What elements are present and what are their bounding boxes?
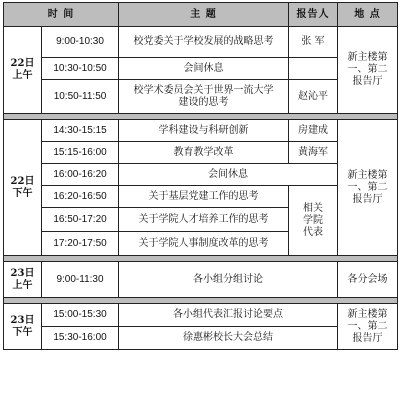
topic-cell: 教育教学改革 [119,142,289,164]
time-cell: 10:50-11:50 [42,80,119,114]
speaker-cell: 张 军 [289,27,338,58]
time-cell: 15:30-16:00 [42,327,119,350]
schedule-table [3,2,398,350]
time-cell: 17:20-17:50 [42,232,119,256]
speaker-line: 学院 [303,214,324,226]
topic-cell: 各小组代表汇报讨论要点 [119,304,338,327]
location-line: 一、第二 [347,181,388,193]
speaker-line: 代表 [303,226,324,238]
time-cell: 14:30-15:15 [42,120,119,142]
topic-cell: 学科建设与科研创新 [119,120,289,142]
time-cell: 15:15-16:00 [42,142,119,164]
topic-cell: 校党委关于学校发展的战略思考 [119,27,289,58]
topic-cell: 会间休息 [119,58,289,80]
speaker-line: 相关 [303,202,324,214]
day-period: 上午 [12,70,33,81]
schedule-sheet [3,2,397,410]
location-line: 新主楼第 [347,308,388,320]
time-cell: 15:00-15:30 [42,304,119,327]
header-speaker: 报告人 [289,3,338,27]
topic-cell: 关于基层党建工作的思考 [119,186,289,208]
header-time: 时 间 [4,3,119,27]
time-cell: 16:20-16:50 [42,186,119,208]
day-cell [4,304,42,350]
table-row [4,27,398,58]
location-cell [338,304,398,350]
table-row [4,120,398,142]
day-date: 23日 [10,314,35,326]
location-cell [338,120,398,256]
speaker-cell: 赵沁平 [289,80,338,114]
day-period: 下午 [12,326,33,338]
speaker-cell: 黄海军 [289,142,338,164]
time-cell: 16:00-16:20 [42,164,119,186]
topic-cell: 关于学院人事制度改革的思考 [119,232,289,256]
time-cell: 16:50-17:20 [42,208,119,232]
day-cell [4,262,42,298]
topic-cell: 关于学院人才培养工作的思考 [119,208,289,232]
speaker-cell [289,58,338,80]
location-line: 报告厅 [352,332,383,344]
topic-cell: 会间休息 [119,164,338,186]
day-period: 上午 [12,279,33,291]
location-line: 新主楼第 [347,169,388,181]
time-cell: 9:00-11:30 [42,262,119,298]
location-cell: 各分会场 [338,262,398,298]
day-date: 22日 [10,58,35,69]
day-period: 下午 [12,187,33,199]
speaker-cell: 房建成 [289,120,338,142]
location-cell [338,27,398,114]
location-line: 新主楼第 [347,52,388,63]
day-cell [4,27,42,114]
location-line: 报告厅 [352,76,383,87]
day-cell [4,120,42,256]
topic-cell: 各小组分组讨论 [119,262,338,298]
day-date: 22日 [10,175,35,187]
time-cell: 9:00-10:30 [42,27,119,58]
location-line: 报告厅 [352,193,383,205]
table-row [4,262,398,298]
header-row [4,3,398,27]
location-line: 一、第二 [347,64,388,75]
location-line: 一、第二 [347,320,388,332]
header-topic: 主 题 [119,3,289,27]
table-row [4,304,398,327]
topic-cell [119,80,289,114]
time-cell: 10:30-10:50 [42,58,119,80]
topic-line: 校学术委员会关于世界一流大学 [133,84,274,96]
header-location: 地 点 [338,3,398,27]
topic-cell: 徐惠彬校长大会总结 [119,327,338,350]
speaker-cell [289,186,338,256]
day-date: 23日 [10,267,35,279]
topic-line: 建设的思考 [178,96,229,108]
